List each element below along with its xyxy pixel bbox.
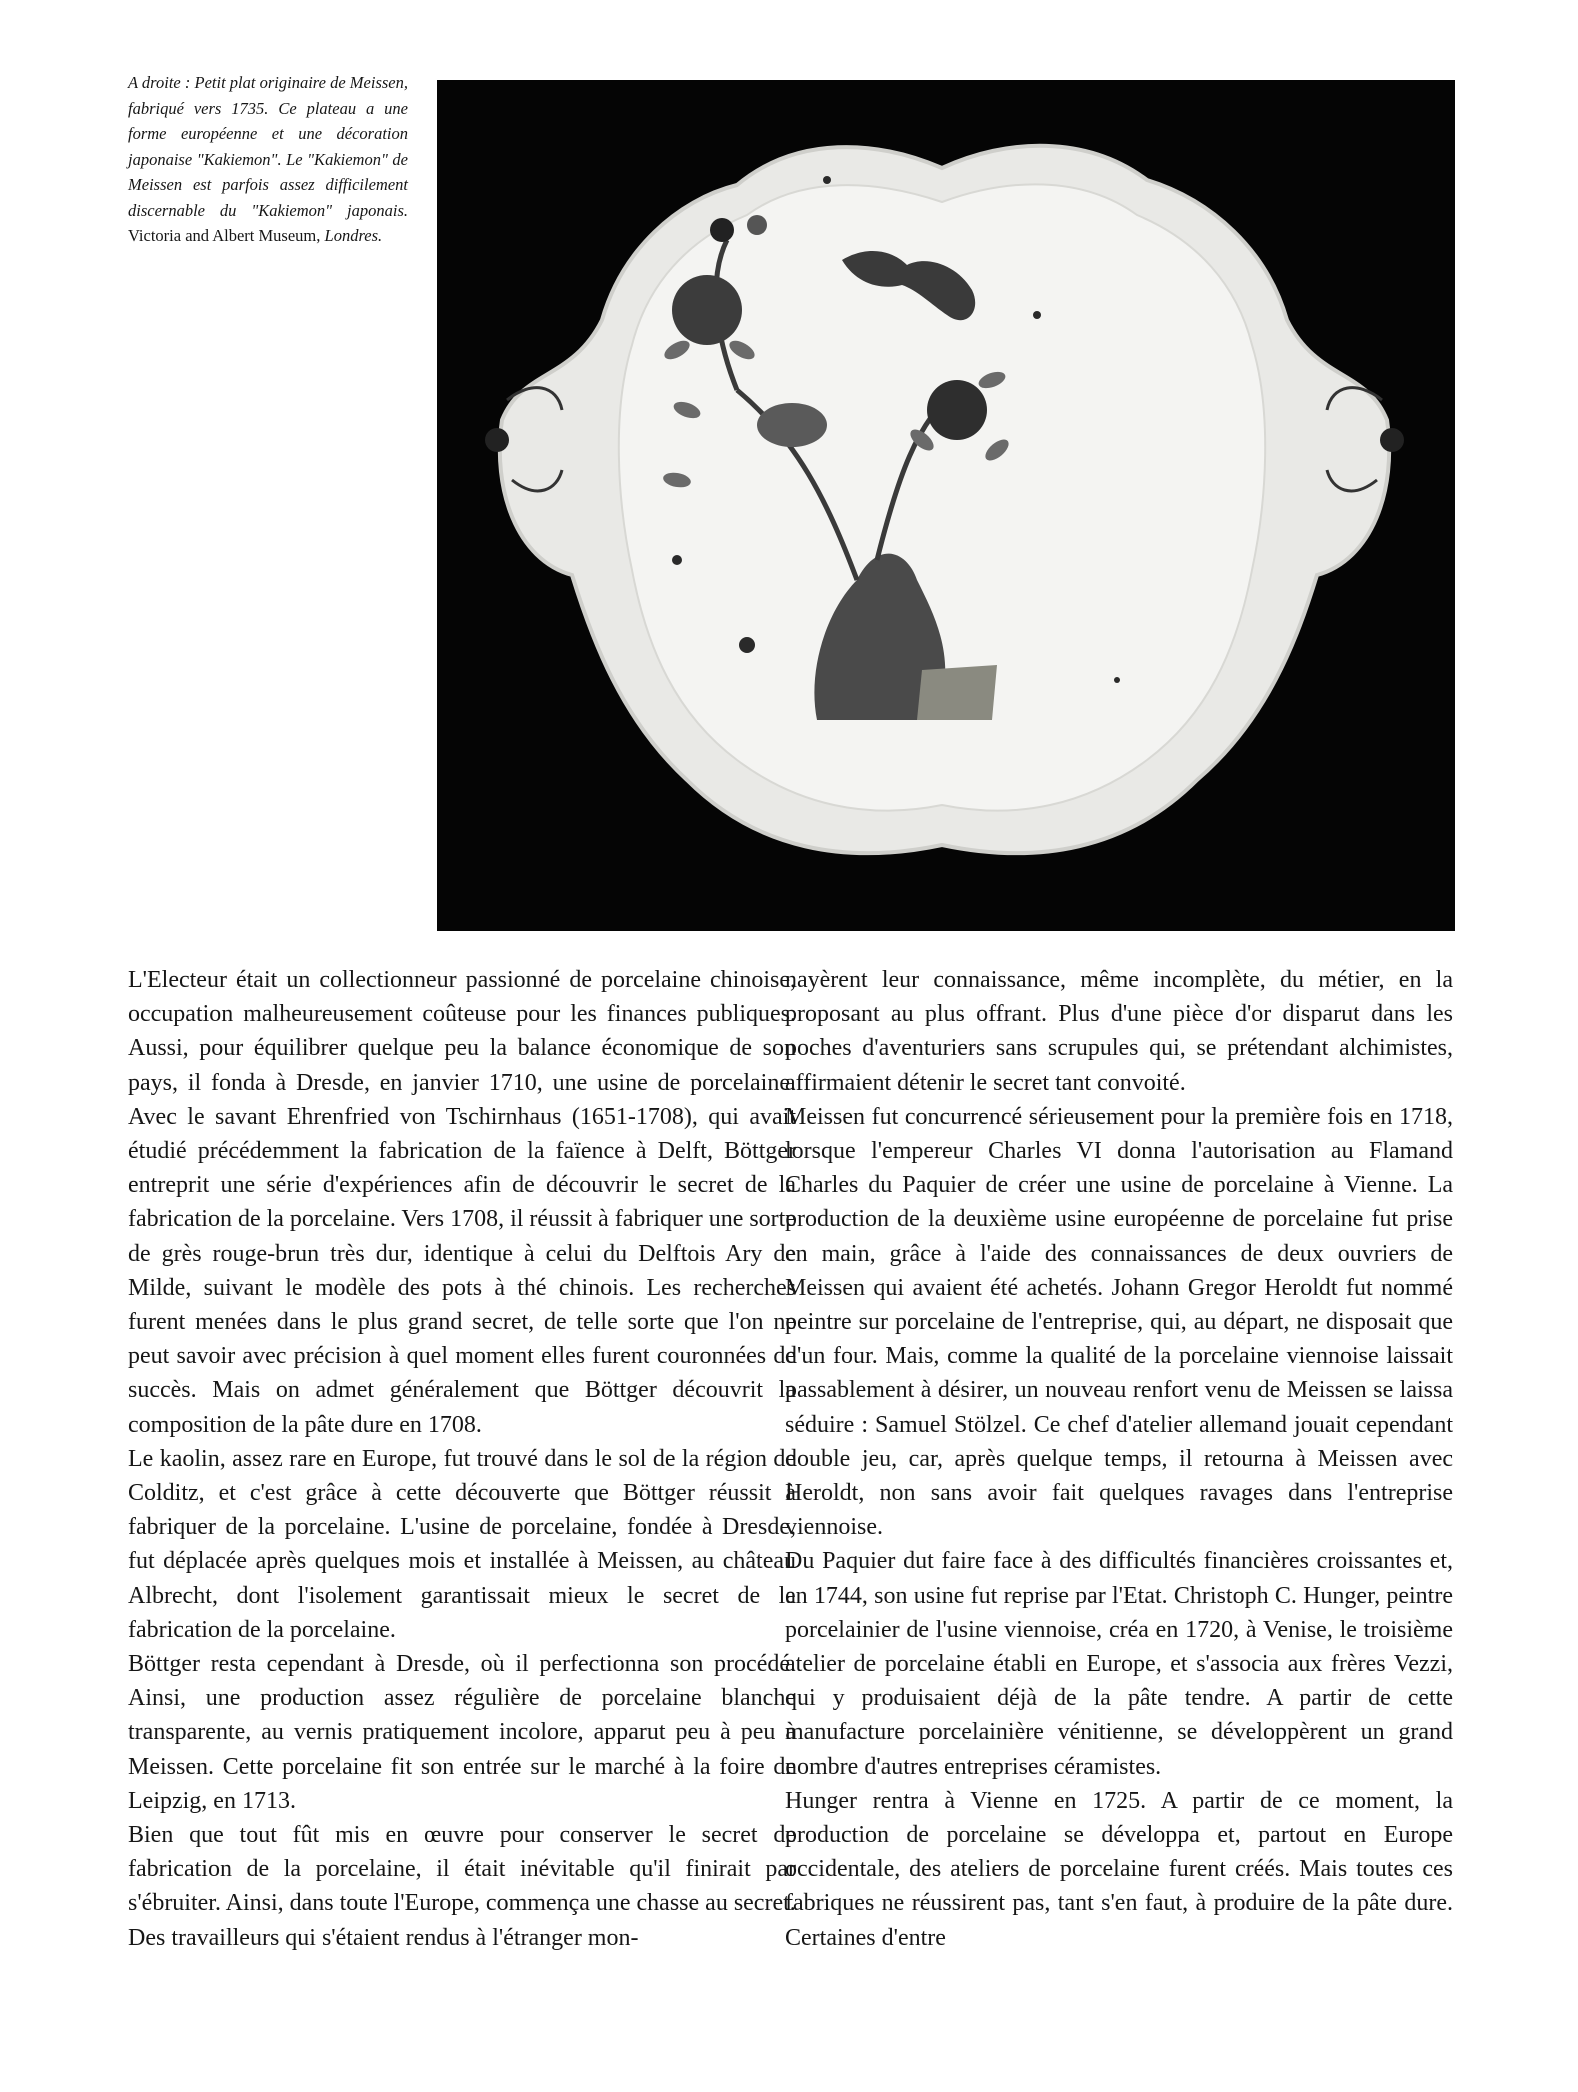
caption-museum: Victoria and Albert Museum, <box>128 226 321 245</box>
decor-fence <box>917 665 997 720</box>
paragraph: Bien que tout fût mis en œuvre pour conserver le secret de fabrication de la porcelaine, il était inévitable qu'il finirait par s'ébruiter. Ainsi, dans toute l'Europe, commença une chasse au secret. <box>128 1822 796 1917</box>
paragraph: L'Electeur était un collectionneur passionné de porcelaine chinoise, occupation malheureusement coûteuse pour les finances publiques. Aussi, pour équilibrer quelque peu la balance économique de son pays, il fonda à Dresde, en janvier 1710, une usine de porcelaine. Avec le savant Ehrenfried von Tschirnhaus (1651-1708), qui avait étudié précédemment la fabrication de la faïence à Delft, Böttger entreprit une série d'expériences afin de découvrir le secret de la fabrication de la porcelaine. Vers 1708, il réussit à fabriquer une sorte de grès rouge-brun très dur, identique à celui du Delftois Ary de Milde, suivant le modèle des pots à thé chinois. Les recherches furent menées dans le plus grand secret, de telle sorte que l'on ne peut savoir avec précision à quel moment elles furent couronnées de succès. Mais on admet généralement que Böttger découvrit la composition de la pâte dure en 1708. <box>128 967 796 1438</box>
paragraph: Des travailleurs qui s'étaient rendus à l'étranger mon- <box>128 1924 639 1951</box>
text-column-right <box>785 963 1453 1955</box>
text-column-left <box>128 963 796 1955</box>
paragraph: Meissen fut concurrencé sérieusement pour la première fois en 1718, lorsque l'empereur Charles VI donna l'autorisation au Flamand Charles du Paquier de créer une usine de porcelaine à Vienne. La production de la deuxième usine européenne de porcelaine fut prise en main, grâce à l'aide des connaissances de deux ouvriers de Meissen qui avaient été achetés. Johann Gregor Heroldt fut nommé peintre sur porcelaine de l'entreprise, qui, au départ, ne disposait que d'un four. Mais, comme la qualité de la porcelaine viennoise laissait passablement à désirer, un nouveau renfort venu de Meissen se laissa séduire : Samuel Stölzel. Ce chef d'atelier allemand jouait cependant double jeu, car, après quelque temps, il retourna à Meissen avec Heroldt, non sans avoir fait quelques ravages dans l'entreprise viennoise. <box>785 1103 1453 1541</box>
meissen-plate-photo <box>437 80 1455 931</box>
paragraph: Du Paquier dut faire face à des difficultés financières croissantes et, en 1744, son usine fut reprise par l'Etat. Christoph C. Hunger, peintre porcelainier de l'usine viennoise, créa en 1720, à Venise, le troisième atelier de porcelaine établi en Europe, et s'associa aux frères Vezzi, qui y produisaient déjà de la pâte tendre. A partir de cette manufacture porcelainière vénitienne, se développèrent un grand nombre d'autres entreprises céramistes. <box>785 1548 1453 1780</box>
paragraph: nayèrent leur connaissance, même incomplète, du métier, en la proposant au plus offrant. Plus d'une pièce d'or disparut dans les poches d'aventuriers sans scrupules qui, se prétendant alchimistes, affirmaient détenir le secret tant convoité. <box>785 967 1453 1096</box>
caption-city: Londres. <box>324 226 383 245</box>
decor-flower <box>672 275 742 345</box>
paragraph: Hunger rentra à Vienne en 1725. A partir de ce moment, la production de porcelaine se développa et, partout en Europe occidentale, des ateliers de porcelaine furent créés. Mais toutes ces fabriques ne réussirent pas, tant s'en faut, à produire de la pâte dure. Certaines d'entre <box>785 1787 1453 1951</box>
photo-caption <box>128 70 408 249</box>
paragraph: Böttger resta cependant à Dresde, où il perfectionna son procédé. Ainsi, une production assez régulière de porcelaine blanche transparente, au vernis pratiquement incolore, apparut peu à peu à Meissen. Cette porcelaine fit son entrée sur le marché à la foire de Leipzig, en 1713. <box>128 1651 796 1814</box>
caption-text: A droite : Petit plat originaire de Meissen, fabriqué vers 1735. Ce plateau a une forme européenne et une décoration japonaise "Kakiemon". Le "Kakiemon" de Meissen est parfois assez difficilement discernable du "Kakiemon" japonais. <box>128 73 408 220</box>
paragraph: Le kaolin, assez rare en Europe, fut trouvé dans le sol de la région de Colditz, et c'est grâce à cette découverte que Böttger réussit à fabriquer de la porcelaine. L'usine de porcelaine, fondée à Dresde, fut déplacée après quelques mois et installée à Meissen, au château Albrecht, dont l'isolement garantissait mieux le secret de la fabrication de la porcelaine. <box>128 1445 796 1643</box>
